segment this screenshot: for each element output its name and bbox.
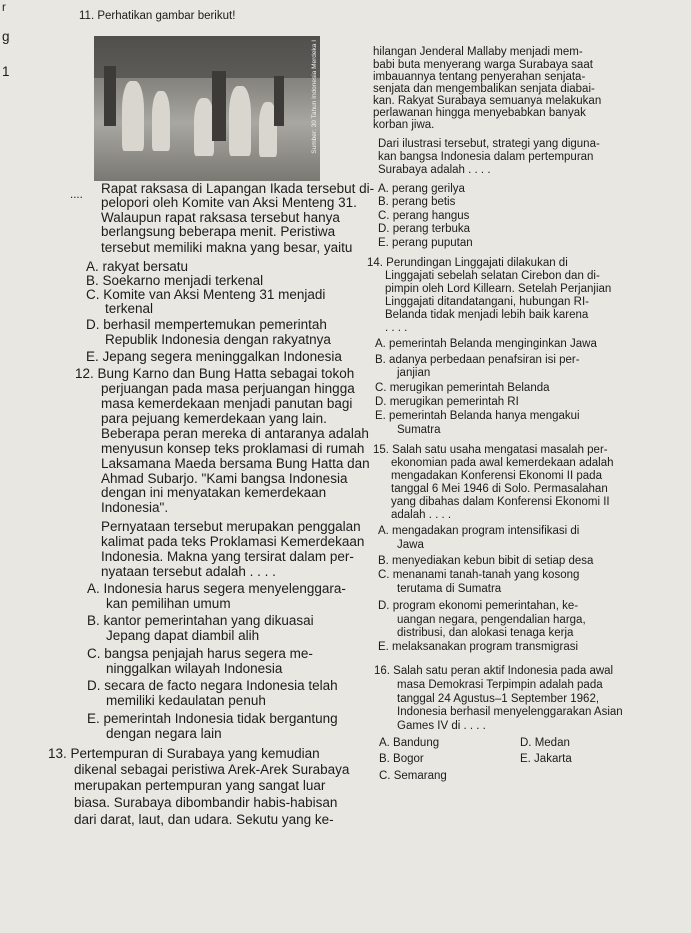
q12-line: Laksamana Maeda bersama Bung Hatta dan — [101, 456, 370, 471]
q14-line: Belanda tidak menjadi lebih baik karena — [385, 309, 589, 321]
q13-right-line: imbauannya tentang penyerahan senjata- — [373, 71, 586, 83]
q13-right-line: hilangan Jenderal Mallaby menjadi mem- — [373, 46, 583, 58]
q12-option-e-cont: dengan negara lain — [106, 726, 222, 741]
q13-option-c: C. perang hangus — [378, 210, 470, 222]
q16-option-c: C. Semarang — [379, 770, 447, 782]
q15-line: tanggal 6 Mei 1946 di Solo. Permasalahan — [391, 483, 608, 495]
q13-option-d: D. perang terbuka — [378, 223, 471, 235]
q12-option-d-cont: memiliki kedaulatan penuh — [106, 693, 266, 708]
question-11-header: 11. Perhatikan gambar berikut! — [79, 10, 236, 22]
q12-line: perjuangan pada masa perjuangan hingga — [101, 381, 355, 396]
q11-option-e: E. Jepang segera meninggalkan Indonesia — [86, 349, 342, 364]
q15-line: ekonomian pada awal kemerdekaan adalah — [391, 457, 614, 469]
q13-option-e: E. perang puputan — [378, 237, 473, 249]
q16-line: Games IV di . . . . — [397, 720, 486, 732]
q13-right-line: senjata dan mengembalikan senjata diabai- — [373, 83, 595, 95]
q14-option-c: C. merugikan pemerintah Belanda — [375, 382, 550, 394]
q12-option-a: A. Indonesia harus segera menyelenggara- — [87, 581, 346, 596]
q13-line: biasa. Surabaya dibombandir habis-habisan — [74, 795, 338, 810]
q11-option-b: B. Soekarno menjadi terkenal — [86, 273, 264, 288]
q13-line: dari darat, laut, dan udara. Sekutu yang ke- — [74, 812, 334, 827]
q11-line: Walaupun rapat raksasa tersebut hanya — [101, 210, 340, 225]
q12-option-c-cont: ninggalkan wilayah Indonesia — [106, 661, 283, 676]
q14-line: . . . . — [385, 322, 408, 334]
q12-line: Indonesia. Makna yang tersirat dalam per- — [101, 549, 354, 564]
q11-line: Rapat raksasa di Lapangan Ikada tersebut di- — [101, 181, 375, 196]
margin-mark-g: g — [2, 29, 10, 44]
q13-right-line: kan. Rakyat Surabaya semuanya melakukan — [373, 95, 602, 107]
q13-right-line: babi buta menyerang warga Surabaya saat — [373, 59, 593, 71]
margin-mark-r: r — [2, 2, 6, 14]
q14-option-b-cont: janjian — [397, 367, 431, 379]
q11-option-d: D. berhasil mempertemukan pemerintah — [86, 317, 327, 332]
q12-option-e: E. pemerintah Indonesia tidak bergantung — [87, 711, 338, 726]
q16-line: tanggal 24 Agustus–1 September 1962, — [397, 693, 600, 705]
margin-mark-dots: .... — [70, 189, 83, 201]
q13-option-a: A. perang gerilya — [378, 183, 465, 195]
q12-option-c: C. bangsa penjajah harus segera me- — [87, 646, 313, 661]
q14-line: pimpin oleh Lord Killearn. Setelah Perjanjian — [385, 283, 612, 295]
q12-line: Pernyataan tersebut merupakan penggalan — [101, 519, 361, 534]
q14-option-e: E. pemerintah Belanda hanya mengakui — [375, 410, 580, 422]
q16-option-a: A. Bandung — [379, 737, 440, 749]
q12-line: kalimat pada teks Proklamasi Kemerdekaan — [101, 534, 365, 549]
q16-option-d: D. Medan — [520, 737, 570, 749]
q15-option-a-cont: Jawa — [397, 539, 424, 551]
q12-line: Indonesia". — [101, 500, 169, 515]
q12-line: 12. Bung Karno dan Bung Hatta sebagai tokoh — [75, 366, 355, 381]
q12-line: dengan ini menyatakan kemerdekaan — [101, 485, 327, 500]
q14-option-d: D. merugikan pemerintah RI — [375, 396, 519, 408]
q14-option-e-cont: Sumatra — [397, 424, 441, 436]
q13-question-line: kan bangsa Indonesia dalam pertempuran — [378, 151, 594, 163]
q12-option-b-cont: Jepang dapat diambil alih — [106, 628, 260, 643]
q13-line: 13. Pertempuran di Surabaya yang kemudian — [48, 746, 320, 761]
q14-line: Linggajati sebelah selatan Cirebon dan di- — [385, 270, 600, 282]
q15-line: adalah . . . . — [391, 509, 452, 521]
q12-option-b: B. kantor pemerintahan yang dikuasai — [87, 613, 314, 628]
q15-option-b: B. menyediakan kebun bibit di setiap desa — [378, 555, 594, 567]
q16-option-b: B. Bogor — [379, 753, 424, 765]
historical-photo-ikada — [94, 36, 320, 181]
q13-option-b: B. perang betis — [378, 196, 456, 208]
photo-caption: Sumber: 30 Tahun Indonesia Merdeka I — [311, 40, 318, 154]
q15-option-d: D. program ekonomi pemerintahan, ke- — [378, 600, 579, 612]
q12-line: para pejuang kemerdekaan yang lain. — [101, 411, 327, 426]
q13-right-line: perlawanan hingga menyebabkan banyak — [373, 107, 586, 119]
q11-line: pelopori oleh Komite van Aksi Menteng 31. — [101, 195, 357, 210]
q15-line: yang dibahas dalam Konferensi Ekonomi II — [391, 496, 610, 508]
q13-question-line: Dari ilustrasi tersebut, strategi yang diguna- — [378, 138, 600, 150]
q13-right-line: korban jiwa. — [373, 119, 435, 131]
q15-line: 15. Salah satu usaha mengatasi masalah per- — [373, 444, 608, 456]
q15-option-d-cont: uangan negara, pengendalian harga, — [397, 614, 586, 626]
q14-line: 14. Perundingan Linggajati dilakukan di — [367, 257, 568, 269]
q15-option-c: C. menanami tanah-tanah yang kosong — [378, 569, 580, 581]
q14-line: Linggajati ditandatangani, hubungan RI- — [385, 296, 589, 308]
q12-option-d: D. secara de facto negara Indonesia telah — [87, 678, 338, 693]
q11-line: berlangsung beberapa menit. Peristiwa — [101, 224, 336, 239]
q16-line: 16. Salah satu peran aktif Indonesia pada awal — [374, 665, 614, 677]
q16-line: Indonesia berhasil menyelenggarakan Asian — [397, 706, 623, 718]
q13-line: dikenal sebagai peristiwa Arek-Arek Surabaya — [74, 762, 350, 777]
q14-option-a: A. pemerintah Belanda menginginkan Jawa — [375, 338, 597, 350]
margin-mark-1: 1 — [2, 64, 10, 79]
q15-option-d-cont: distribusi, dan alokasi tenaga kerja — [397, 627, 574, 639]
q12-line: Ahmad Subarjo. "Kami bangsa Indonesia — [101, 471, 348, 486]
q15-option-e: E. melaksanakan program transmigrasi — [378, 641, 579, 653]
q12-line: Beberapa peran mereka di antaranya adalah — [101, 426, 369, 441]
q11-option-c-cont: terkenal — [105, 301, 154, 316]
q11-option-a: A. rakyat bersatu — [86, 259, 189, 274]
q14-option-b: B. adanya perbedaan penafsiran isi per- — [375, 354, 580, 366]
q13-question-line: Surabaya adalah . . . . — [378, 164, 491, 176]
q13-line: merupakan pertempuran yang sangat luar — [74, 778, 326, 793]
q11-option-d-cont: Republik Indonesia dengan rakyatnya — [105, 332, 331, 347]
q15-line: mengadakan Konferensi Ekonomi II pada — [391, 470, 602, 482]
q11-option-c: C. Komite van Aksi Menteng 31 menjadi — [86, 287, 326, 302]
q16-line: masa Demokrasi Terpimpin adalah pada — [397, 679, 603, 691]
q12-line: nyataan tersebut adalah . . . . — [101, 564, 276, 579]
q16-option-e: E. Jakarta — [520, 753, 572, 765]
q15-option-a: A. mengadakan program intensifikasi di — [378, 525, 580, 537]
q15-option-c-cont: terutama di Sumatra — [397, 583, 502, 595]
q12-line: menyusun konsep teks proklamasi di rumah — [101, 441, 365, 456]
q12-line: masa kemerdekaan menjadi panutan bagi — [101, 396, 353, 411]
q12-option-a-cont: kan pemilihan umum — [106, 596, 231, 611]
q11-line: tersebut memiliki makna yang besar, yaitu — [101, 240, 353, 255]
